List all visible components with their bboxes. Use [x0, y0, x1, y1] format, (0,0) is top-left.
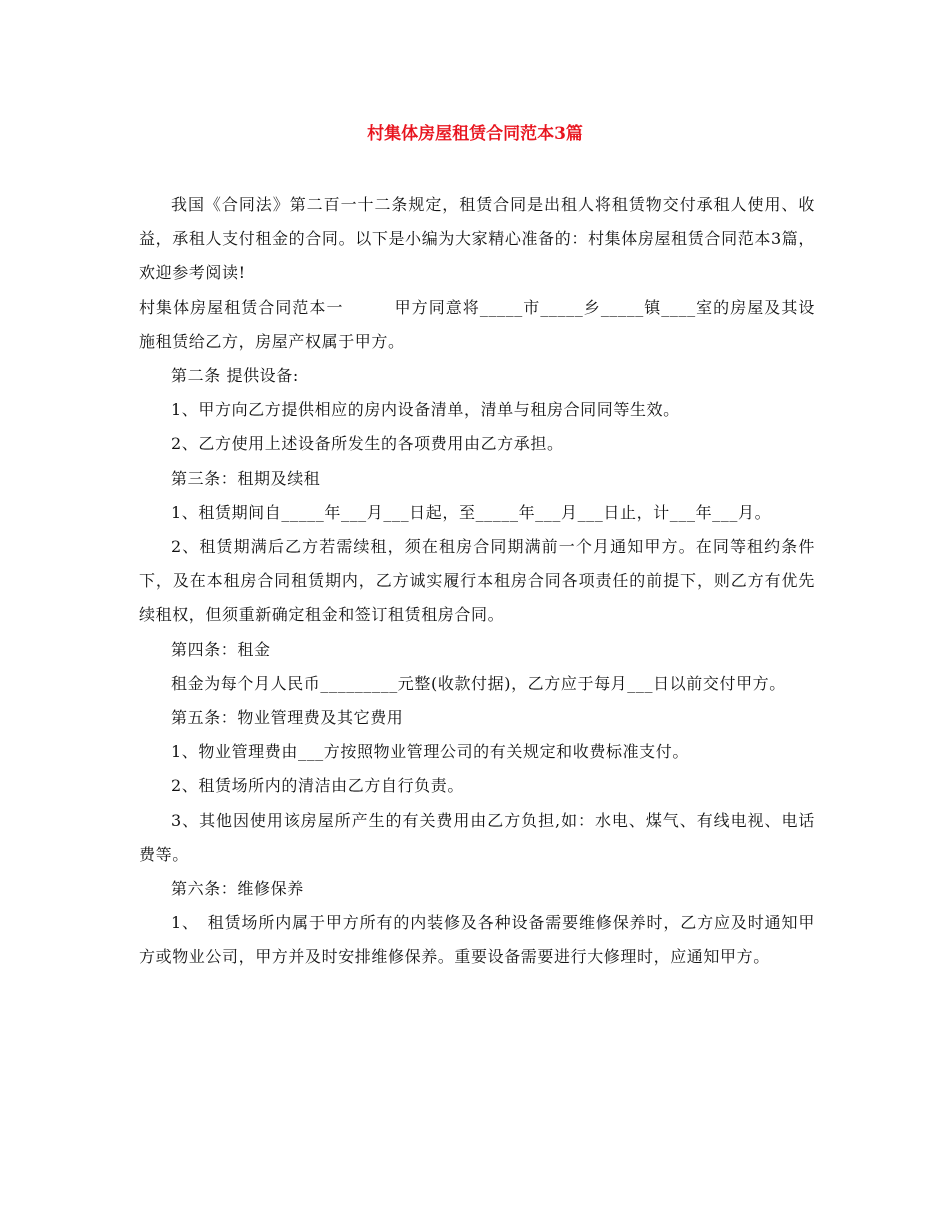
clause-item: 2、乙方使用上述设备所发生的各项费用由乙方承担。	[171, 434, 564, 454]
paragraph-sample-one-heading: 村集体房屋租赁合同范本一 甲方同意将_____市_____乡_____镇____室的房屋及其设施租赁给乙方，房屋产权属于甲方。	[139, 297, 815, 351]
clause-heading-2: 第二条 提供设备:	[171, 366, 299, 386]
clause-item: 1、 租赁场所内属于甲方所有的内装修及各种设备需要维修保养时，乙方应及时通知甲方或物业公司，甲方并及时安排维修保养。重要设备需要进行大修理时，应通知甲方。	[139, 913, 815, 967]
clause-item: 1、租赁期间自_____年___月___日起，至_____年___月___日止，计___年___月。	[171, 502, 772, 522]
clause-item: 2、租赁期满后乙方若需续租，须在租房合同期满前一个月通知甲方。在同等租约条件下，及在本租房合同租赁期内，乙方诚实履行本租房合同各项责任的前提下，则乙方有优先续租权，但须重新确定租金和签订租赁租房合同。	[139, 537, 815, 625]
document-title: 村集体房屋租赁合同范本3篇	[367, 124, 583, 144]
clause-heading-3: 第三条：租期及续租	[171, 468, 321, 488]
clause-item: 2、租赁场所内的清洁由乙方自行负责。	[171, 776, 464, 796]
clause-heading-6: 第六条：维修保养	[171, 879, 304, 899]
clause-heading-5: 第五条：物业管理费及其它费用	[171, 708, 404, 728]
clause-item: 租金为每个月人民币_________元整(收款付据)，乙方应于每月___日以前交付甲方。	[171, 673, 786, 693]
document-body	[139, 188, 815, 975]
clause-heading-4: 第四条：租金	[171, 639, 271, 659]
paragraph-intro: 我国《合同法》第二百一十二条规定，租赁合同是出租人将租赁物交付承租人使用、收益，承租人支付租金的合同。以下是小编为大家精心准备的：村集体房屋租赁合同范本3篇，欢迎参考阅读!	[139, 195, 815, 283]
clause-item: 3、其他因使用该房屋所产生的有关费用由乙方负担,如：水电、煤气、有线电视、电话费等。	[139, 810, 815, 864]
clause-item: 1、甲方向乙方提供相应的房内设备清单，清单与租房合同同等生效。	[171, 400, 680, 420]
clause-item: 1、物业管理费由___方按照物业管理公司的有关规定和收费标准支付。	[171, 742, 689, 762]
